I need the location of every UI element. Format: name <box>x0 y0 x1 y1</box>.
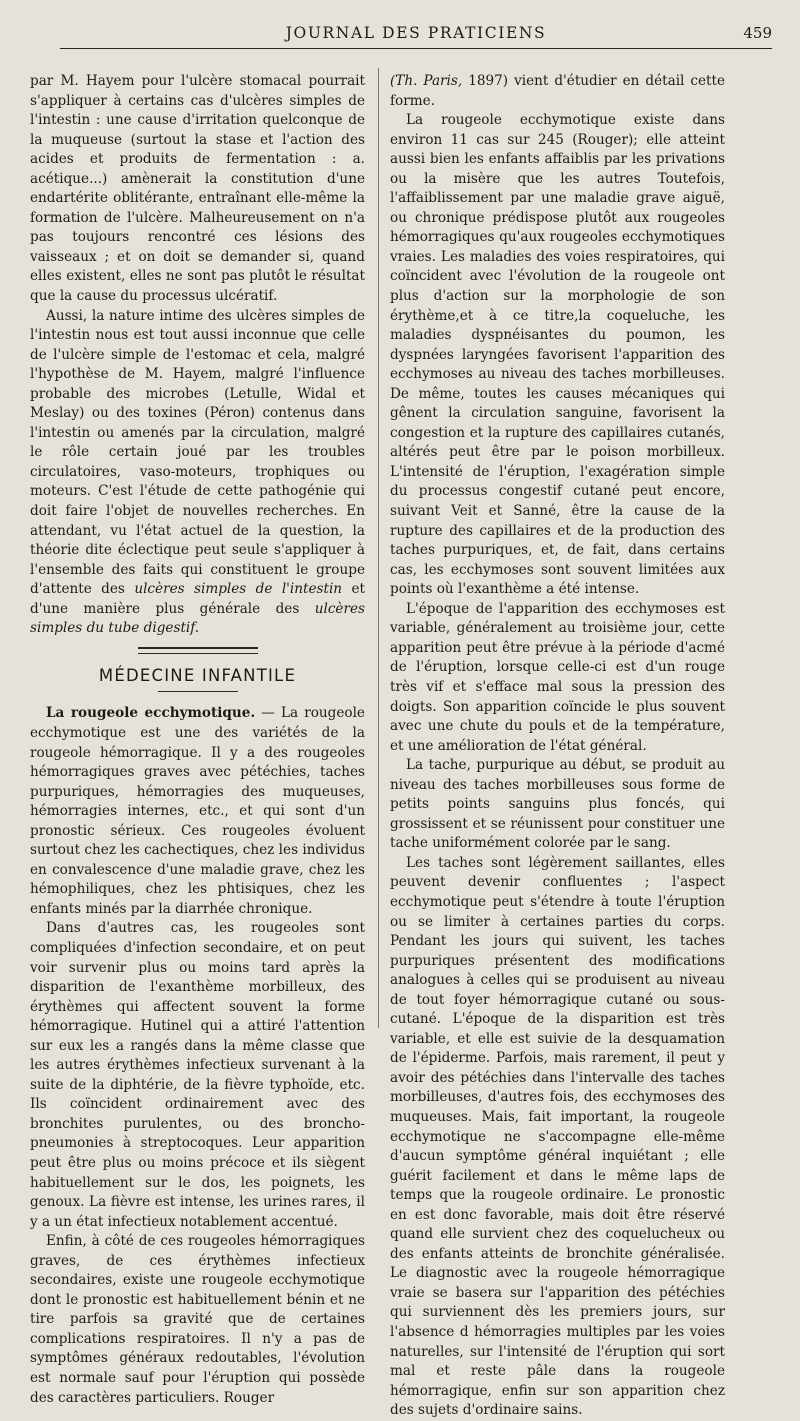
column-divider <box>378 68 379 1028</box>
paragraph-infection-secondaire: Dans d'autres cas, les rougeoles sont compliquées d'infection secondaire, et on peut voir survenir plus ou moins tard après la disparition de l'exanthème morbilleux, des érythèmes qui affectent souvent la forme hémorragique. Hutinel qui a attiré l'attention sur eux les a rangés dans la même classe que les autres érythèmes infectieux survenant à la suite de la diphtérie, de la fièvre typhoïde, etc. Ils coïncident ordinairement avec des bronchites purulentes, ou des broncho-pneumonies à streptocoques. Leur apparition peut être plus ou moins précoce et ils siègent habituellement sur le dos, les poignets, les genoux. La fièvre est intense, les urines rares, il y a un état infectieux notablement accentué. <box>30 920 365 1230</box>
section-divider <box>138 647 258 654</box>
paragraph-taches-saillantes: Les taches sont légèrement saillantes, elles peuvent devenir confluentes ; l'aspect ecchymotique peut s'étendre à toute l'éruption ou se limiter à certaines parties du corps. Pendant les jours qui suivent, les taches purpuriques présentent des modifications analogues à celles qui se produisent au niveau de tout foyer hémorragique cutané ou sous-cutané. L'époque de la disparition est très variable, et elle est suivie de la desquamation de l'épiderme. Parfois, mais rarement, il peut y avoir des pétéchies dans l'intervalle des taches morbilleuses, d'autres fois, des ecchymoses des muqueuses. Mais, fait important, la rougeole ecchymotique ne s'accompagne elle-même d'aucun symptôme général inquiétant ; elle guérit facilement et dans le même laps de temps que la rougeole ordinaire. Le pronostic en est donc favorable, mais doit être réservé quand elle survient chez des coquelucheux ou des enfants atteints de bronchite généralisée. Le diagnostic avec la rougeole hémorragique vraie se basera sur l'apparition des pétéchies qui surviennent dès les premiers jours, sur l'absence d hémorragies multiples par les voies naturelles, sur l'intensité de l'éruption qui sort mal et reste pâle dans la rougeole hémorragique, enfin sur son apparition chez des sujets d'ordinaire sains. <box>390 854 725 1419</box>
paragraph-epoque: L'époque de l'apparition des ecchymoses est variable, généralement au troisième jour, cette apparition peut être prévue à la période d'acmé de l'éruption, lorsque celle-ci est d'un rouge très vif et s'efface mal sous la pression des doigts. Son apparition coïncide le plus souvent avec une chute du pouls et de la température, et une amélioration de l'état général. <box>390 600 725 754</box>
paragraph-hayem: par M. Hayem pour l'ulcère stomacal pourrait s'appliquer à certains cas d'ulcères simples de l'intestin : une cause d'irritation quelconque de la muqueuse (surtout la stase et l'action des acides et produits de fermentation : a. acétique...) amènerait la constitution d'une endartérite oblitérante, entraînant elle-même la formation de l'ulcère. Malheureusement on n'a pas toujours rencontré ces lésions des vaisseaux ; et on doit se demander si, quand elles existent, elles ne sont pas plutôt le résultat que la cause du processus ulcératif. <box>30 73 365 305</box>
paragraph-tache: La tache, purpurique au début, se produit au niveau des taches morbilleuses sous forme de petits points sanguins plus foncés, qui grossissent et se réunissent pour constituer une tache uniformément colorée par le sang. <box>390 757 725 852</box>
italic-ulceres-tube: ulcères simples du tube digestif. <box>30 600 365 637</box>
paragraph-rougeole-intro: La rougeole ecchymotique. — La rougeole ecchymotique est une des variétés de la rougeole hémorragique. Il y a des rougeoles hémorragiques graves avec pétéchies, taches purpuriques, hémorragies des muqueuses, hémorragies internes, etc., et qui sont d'un pronostic sérieux. Ces rougeoles évoluent surtout chez les cachectiques, chez les individus en convalescence d'une maladie grave, chez les hémophiliques, chez les phtisiques, chez les enfants minés par la diarrhée chronique. <box>30 705 365 917</box>
page-number: 459 <box>743 24 772 42</box>
italic-ulceres-intestin: ulcères simples de l'intestin <box>134 581 343 598</box>
paragraph-rouger-thesis: (Th. Paris, 1897) vient d'étudier en détail cette forme. <box>390 73 725 109</box>
paragraph-ecchymotique: Enfin, à côté de ces rougeoles hémorragiques graves, de ces érythèmes infectieux secondaires, existe une rougeole ecchymotique dont le pronostic est habituellement bénin et ne tire parfois sa gravité que de certaines complications respiratoires. Il n'y a pas de symptômes généraux redoutables, l'évolution est normale sauf pour l'éruption qui possède des caractères particuliers. Rouger <box>30 1233 365 1406</box>
paragraph-frequence: La rougeole ecchymotique existe dans environ 11 cas sur 245 (Rouger); elle atteint aussi bien les enfants affaiblis par les privations ou la misère que les autres Toutefois, l'affaiblissement par une maladie grave aiguë, ou chronique prédispose plutôt aux rougeoles hémorragiques qu'aux rougeoles ecchymotiques vraies. Les maladies des voies respiratoires, qui coïncident avec l'évolution de la rougeole ont plus d'action sur la morphologie de son érythème,et à ce titre,la coqueluche, les maladies dyspnéisantes du poumon, les dyspnées laryngées favorisent l'apparition des ecchymoses au niveau des taches morbilleuses. De même, toutes les causes mécaniques qui gênent la circulation sanguine, favorisent la congestion et la rupture des capillaires cutanés, altérés peut être par le poison morbilleux. L'intensité de l'éruption, l'exagération simple du processus congestif cutané peut encore, suivant Veit et Sanné, être la cause de la rupture des capillaires et de la production des taches purpuriques, et, de fait, dans certains cas, les ecchymoses sont souvent limitées aux points où l'exanthème a été intense. <box>390 112 725 598</box>
section-heading: MÉDECINE INFANTILE <box>98 665 297 685</box>
running-head <box>60 22 772 49</box>
left-column <box>30 72 365 1406</box>
section-underline <box>158 691 238 692</box>
journal-title: JOURNAL DES PRATICIENS <box>285 24 547 42</box>
right-column <box>390 72 725 1419</box>
article-lead: La rougeole ecchymotique. <box>46 705 256 722</box>
paragraph-nature-intime: Aussi, la nature intime des ulcères simples de l'intestin nous est tout aussi inconnue que celle de l'ulcère simple de l'estomac et cela, malgré l'hypothèse de M. Hayem, malgré l'influence probable des microbes (Letulle, Widal et Meslay) ou des toxines (Péron) contenus dans l'intestin ou amenés par la circulation, malgré le rôle certain joué par les troubles circulatoires, vaso-moteurs, trophiques ou moteurs. C'est l'étude de cette pathogénie qui doit faire l'objet de nouvelles recherches. En attendant, vu l'état actuel de la question, la théorie dite éclectique peut seule s'appliquer à l'ensemble des faits qui constituent le groupe d'attente des ulcères simples de l'intestin et d'une manière plus générale des ulcères simples du tube digestif. <box>30 307 365 637</box>
italic-citation: (Th. Paris, <box>390 73 463 89</box>
